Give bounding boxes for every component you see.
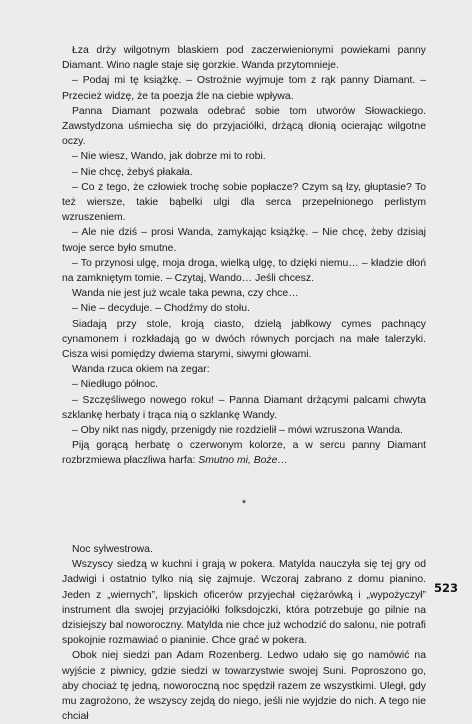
paragraph: – Nie wiesz, Wando, jak dobrze mi to robi. <box>72 151 266 163</box>
paragraph: Noc sylwestrowa. <box>72 543 153 555</box>
top-section <box>62 43 426 438</box>
paragraph: Łza drży wilgotnym blaskiem pod zaczerwienionymi powiekami panny Diamant. Wino nagle staje się gorzkie. Wanda przytomnieje. <box>62 45 426 72</box>
paragraph: Wanda nie jest już wcale taka pewna, czy chce… <box>72 288 299 300</box>
paragraph: – Nie – decyduje. – Chodźmy do stołu. <box>72 303 250 315</box>
section-divider: * <box>241 497 247 510</box>
page-number: 523 <box>433 581 458 595</box>
italic-quote: Smutno mi, Boże… <box>198 455 288 467</box>
paragraph: – Podaj mi tę książkę. – Ostrożnie wyjmuje tom z rąk panny Diamant. – Przecież widzę, że ta poezja źle na ciebie wpływa. <box>62 75 426 102</box>
paragraph: – Co z tego, że człowiek trochę sobie popłacze? Czym są łzy, głuptasie? To też wiersze, takie bąbelki ulgi dla serca przepełnionego perlistym wzruszeniem. <box>62 181 426 224</box>
bottom-section <box>62 542 426 724</box>
paragraph <box>62 438 426 468</box>
paragraph: – Ale nie dziś – prosi Wanda, zamykając książkę. – Nie chcę, żeby dzisiaj twoje serce było smutne. <box>62 227 426 254</box>
paragraph-text: Piją gorącą herbatę o czerwonym kolorze, a w sercu panny Diamant rozbrzmiewa płaczliwa harfa: <box>62 440 426 467</box>
paragraph: – Oby nikt nas nigdy, przenigdy nie rozdzielił – mówi wzruszona Wanda. <box>72 425 403 437</box>
paragraph: Siadają przy stole, kroją ciasto, dzielą jabłkowy cymes pachnący cynamonem i rozkładają go w dwóch równych porcjach na małe talerzyki. Cisza wisi pomiędzy dwiema starymi, siwymi głowami. <box>62 318 426 361</box>
paragraph: – To przynosi ulgę, moja droga, wielką ulgę, to dzięki niemu… – kładzie dłoń na zamkniętym tomie. – Czytaj, Wando… Jeśli chcesz. <box>62 257 426 285</box>
paragraph: – Szczęśliwego nowego roku! – Panna Diamant drżącymi palcami chwyta szklankę herbaty i trąca nią o szklankę Wandy. <box>62 394 426 421</box>
paragraph: – Nie chcę, żebyś płakała. <box>72 166 193 178</box>
paragraph: – Niedługo północ. <box>72 379 159 391</box>
paragraph: Panna Diamant pozwala odebrać sobie tom utworów Słowackiego. Zawstydzona uśmiecha się do przyjaciółki, drżącą dłonią ocierając wilgotne oczy. <box>62 105 426 148</box>
paragraph: Wszyscy siedzą w kuchni i grają w pokera. Matylda nauczyła się tej gry od Jadwigi i ostatnio tylko nią się zajmuje. Wczoraj zabrano z domu pianino. Jeden z „wiernych”, lipskich oficerów przyjechał ciężarówką i „wypożyczył” instrument dla swojej przyjaciółki folksdojczki, która potrzebuje go pilnie na dzisiejszy bal noworoczny. Matylda nie chce już wchodzić do salonu, nie potrafi spokojnie rozmawiać o pianinie. Chce grać w pokera. <box>62 559 426 647</box>
body-text <box>62 43 426 724</box>
paragraph: Wanda rzuca okiem na zegar: <box>72 364 210 376</box>
paragraph: Obok niej siedzi pan Adam Rozenberg. Ledwo udało się go namówić na wyjście z piwnicy, gdzie siedzi w towarzystwie swojej Suni. Poproszono go, aby chociaż tę jedną, noworoczną noc spędził razem ze wszystkimi. Uległ, gdy mu zagrożono, że wszyscy zejdą do niego, jeśli nie wyjdzie do nich. A tego nie chciał <box>62 650 426 723</box>
